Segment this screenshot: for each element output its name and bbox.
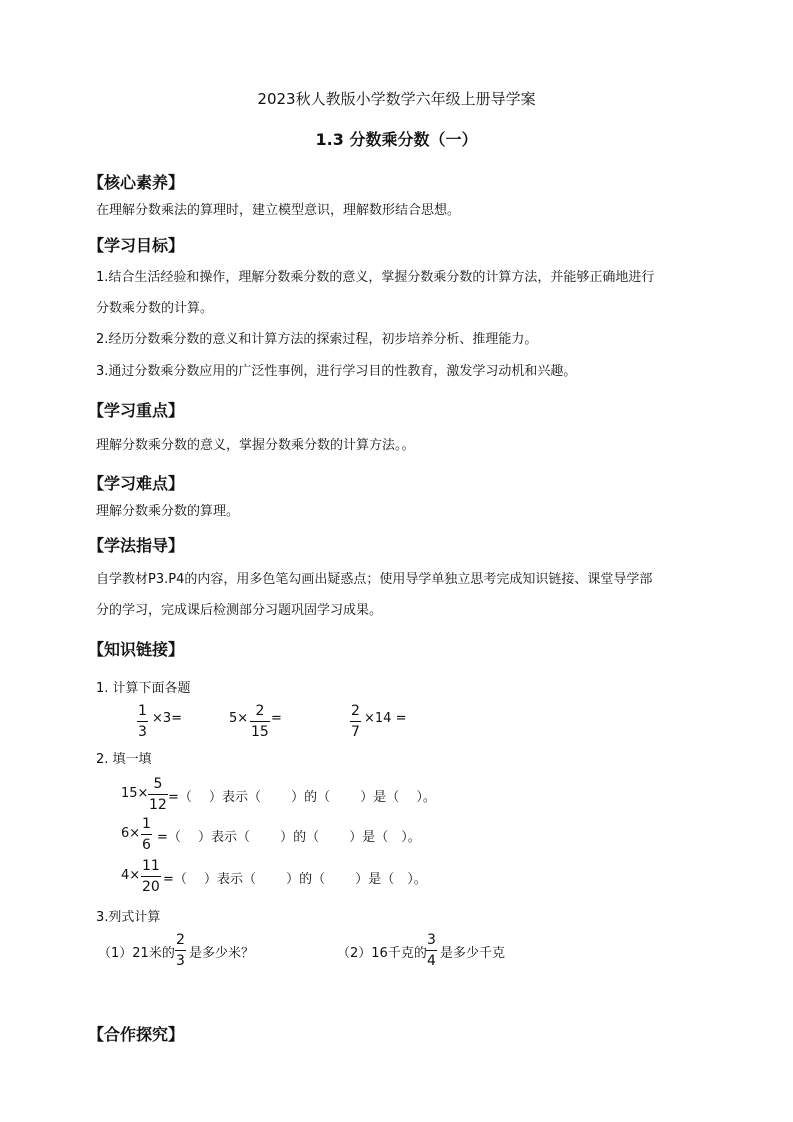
numerator: 3 <box>427 932 436 948</box>
lesson-title: 1.3 分数乘分数（一） <box>315 130 478 149</box>
q1-fraction-3 <box>350 703 361 740</box>
q2-row-3-after: =（ ）表示（ ）的（ ）是（ ）。 <box>163 872 427 887</box>
denominator: 12 <box>149 797 167 813</box>
goal-3: 3.通过分数乘分数应用的广泛性事例，进行学习目的性教育，激发学习动机和兴趣。 <box>96 364 577 379</box>
denominator: 20 <box>142 879 160 895</box>
core-text: 在理解分数乘法的算理时，建立模型意识，理解数形结合思想。 <box>96 203 461 218</box>
numerator: 2 <box>255 703 265 719</box>
links-heading: 【知识链接】 <box>88 640 185 659</box>
goal-1-line-2: 分数乘分数的计算。 <box>96 301 214 316</box>
goals-heading: 【学习目标】 <box>88 236 185 255</box>
numerator: 1 <box>142 816 151 832</box>
goal-1-line-1: 1.结合生活经验和操作，理解分数乘分数的意义，掌握分数乘分数的计算方法，并能够正确地进行 <box>96 270 655 285</box>
q1-item-2-before: 5× <box>229 711 249 726</box>
method-heading: 【学法指导】 <box>88 536 185 555</box>
q3-item-1-after: 是多少米？ <box>189 946 255 961</box>
coop-heading: 【合作探究】 <box>88 1025 185 1044</box>
denominator: 15 <box>251 724 269 740</box>
q2-row-3-before: 4× <box>121 868 141 883</box>
q1-item-1-after: ×3= <box>152 711 183 726</box>
fraction-bar <box>175 950 186 951</box>
fraction-bar <box>137 721 148 722</box>
key-text: 理解分数乘分数的意义，掌握分数乘分数的计算方法。。 <box>96 438 415 453</box>
q1-label: 1. 计算下面各题 <box>96 681 191 696</box>
q1-item-2-after: = <box>271 711 282 726</box>
q3-item-1-before: （1）21米的 <box>98 946 175 961</box>
numerator: 1 <box>138 703 147 719</box>
numerator: 2 <box>176 932 185 948</box>
q3-item-2-fraction <box>426 932 437 969</box>
fraction-bar <box>141 876 161 877</box>
q3-item-2-after: 是多少千克 <box>440 946 506 961</box>
core-heading: 【核心素养】 <box>88 173 185 192</box>
q2-row-2-before: 6× <box>121 826 141 841</box>
q2-row-2-after: =（ ）表示（ ）的（ ）是（ ）。 <box>157 830 421 845</box>
q2-row-3-fraction <box>141 858 161 895</box>
q3-label: 3.列式计算 <box>96 910 161 925</box>
q3-item-1-fraction <box>175 932 186 969</box>
fraction-bar <box>426 950 437 951</box>
denominator: 6 <box>142 837 151 853</box>
denominator: 7 <box>351 724 360 740</box>
denominator: 3 <box>176 953 185 969</box>
numerator: 2 <box>351 703 360 719</box>
fraction-bar <box>141 834 152 835</box>
doc-title: 2023秋人教版小学数学六年级上册导学案 <box>257 90 536 108</box>
q1-fraction-2 <box>250 703 270 740</box>
difficult-heading: 【学习难点】 <box>88 474 185 493</box>
denominator: 4 <box>427 953 436 969</box>
denominator: 3 <box>138 724 147 740</box>
q2-row-2-fraction <box>141 816 152 853</box>
fraction-bar <box>350 721 361 722</box>
difficult-text: 理解分数乘分数的算理。 <box>96 504 240 519</box>
goal-2: 2.经历分数乘分数的意义和计算方法的探索过程，初步培养分析、推理能力。 <box>96 332 538 347</box>
fraction-bar <box>250 721 270 722</box>
method-line-1: 自学教材P3.P4的内容，用多色笔勾画出疑惑点；使用导学单独立思考完成知识链接、课堂导学部 <box>96 572 653 587</box>
q2-label: 2. 填一填 <box>96 752 152 767</box>
q2-row-1-before: 15× <box>121 786 149 801</box>
q1-item-3-after: ×14 = <box>364 711 407 726</box>
q2-row-1-after: =（ ）表示（ ）的（ ）是（ ）。 <box>168 790 436 805</box>
q3-item-2-before: （2）16千克的 <box>337 946 427 961</box>
method-line-2: 分的学习，完成课后检测部分习题巩固学习成果。 <box>96 603 383 618</box>
q1-fraction-1 <box>137 703 148 740</box>
key-heading: 【学习重点】 <box>88 401 185 420</box>
fraction-bar <box>148 794 168 795</box>
numerator: 11 <box>142 858 160 874</box>
numerator: 5 <box>153 776 163 792</box>
q2-row-1-fraction <box>148 776 168 813</box>
